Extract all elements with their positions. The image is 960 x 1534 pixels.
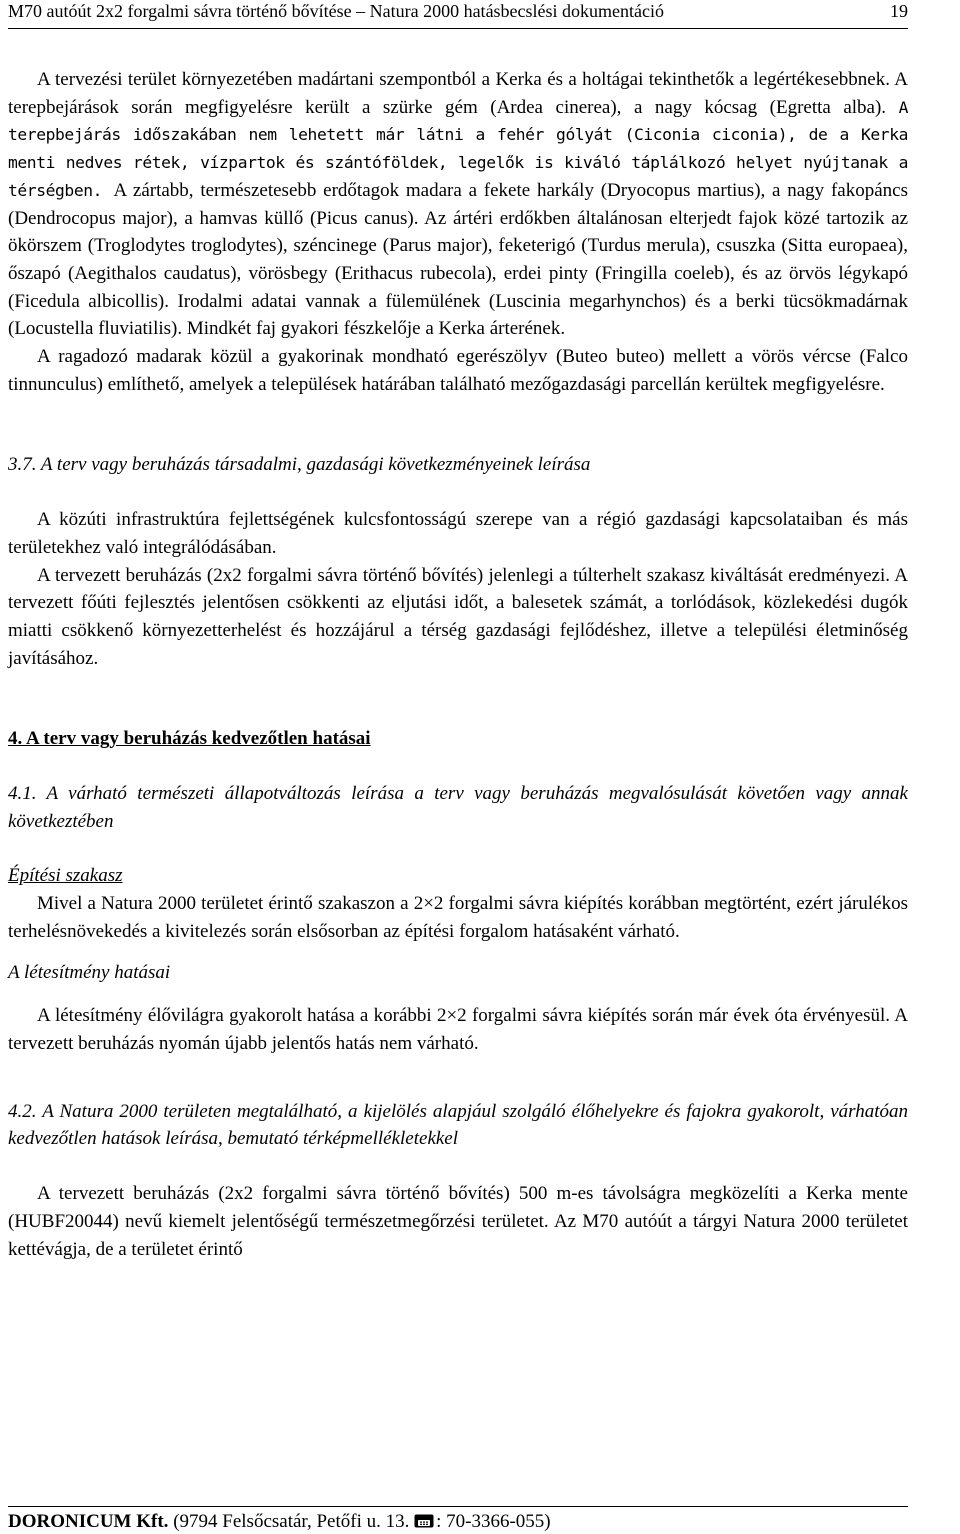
document-page	[8, 0, 908, 1534]
paragraph-construction: Mivel a Natura 2000 területet érintő szakaszon a 2×2 forgalmi sávra kiépítés korábban megtörtént, ezért járulékos terhelésnövekedés a kivitelezés során elsősorban az építési forgalom hatásaként várható.	[8, 893, 908, 942]
page-footer	[8, 1506, 908, 1533]
page-body	[8, 66, 908, 1263]
telephone-icon	[414, 1514, 434, 1528]
paragraph-facility: A létesítmény élővilágra gyakorolt hatása a korábbi 2×2 forgalmi sávra kiépítés során már évek óta érvényesül. A tervezett beruházás nyomán újabb jelentős hatás nem várható.	[8, 1005, 908, 1054]
paragraph-birds-part3: A zártabb, természetesebb erdőtagok madara a fekete harkály (Dryocopus martius), a nagy fakopáncs (Dendrocopus major), a hamvas küllő (Picus canus).	[8, 179, 908, 229]
document-title: M70 autóút 2x2 forgalmi sávra történő bővítése – Natura 2000 hatásbecslési dokumentáció	[8, 1, 665, 21]
footer-address: (9794 Felsőcsatár, Petőfi u. 13.	[168, 1511, 415, 1532]
section-heading-3-7: 3.7. A terv vagy beruházás társadalmi, gazdasági következményeinek leírása	[8, 454, 591, 476]
paragraph-birds-part1: A tervezési terület környezetében madártani szempontból a Kerka és a holtágai tekinthetők a legértékesebbnek. A terepbejárások során megfigyelésre került a szürke gém (Ardea cinerea), a nagy kócsag (Egretta alba).	[8, 69, 908, 118]
footer-phone: : 70-3366-055)	[436, 1511, 551, 1532]
subheading-construction-phase: Építési szakasz	[8, 865, 123, 887]
paragraph-birds	[8, 66, 908, 343]
paragraph-raptors: A ragadozó madarak közül a gyakorinak mondható egerészölyv (Buteo buteo) mellett a vörös vércse (Falco tinnunculus) említhető, amelyek a települések határában található mezőgazdasági parcellán kerültek megfigyelésre.	[8, 346, 908, 395]
subheading-facility-impacts: A létesítmény hatásai	[8, 961, 171, 983]
paragraph-natura-distance: A tervezett beruházás (2x2 forgalmi sávra történő bővítés) 500 m-es távolságra megközelíti a Kerka mente (HUBF20044) nevű kiemelt jelentőségű természetmegőrzési területet. Az M70 autóút a tárgyi Natura 2000 területet kettévágja, de a területet érintő	[8, 1183, 908, 1260]
footer-company: DORONICUM Kft.	[8, 1511, 169, 1532]
paragraph-investment: A tervezett beruházás (2x2 forgalmi sávra történő bővítés) jelenlegi a túlterhelt szakasz kiváltását eredményezi. A tervezett főúti fejlesztés jelentősen csökkenti az eljutási időt, a balesetek számát, a torlódások, közlekedési dugók miatti csökkenő környezetterhelést és hozzájárul a térség gazdasági fejlődéshez, illetve a települési életminőség javításához.	[8, 564, 908, 669]
page-header	[8, 0, 908, 29]
page-number: 19	[890, 1, 908, 21]
section-heading-4-1: 4.1. A várható természeti állapotváltozás leírása a terv vagy beruházás megvalósulását követően vagy annak következtében	[8, 783, 908, 832]
paragraph-birds-part2: A terepbejárás időszakában nem lehetett már látni a fehér gólyát (Ciconia ciconia), de a Kerka menti nedves rétek, vízpartok és szántóföldek, legelők is kiváló táplálkozó helyet nyújtanak a térségben.	[8, 97, 908, 200]
paragraph-birds-part4: Az ártéri erdőkben általánosan elterjedt fajok közé tartozik az ökörszem (Troglodytes troglodytes), széncinege (Parus major), feketerigó (Turdus merula), csuszka (Sitta europaea), őszapó (Aegithalos caudatus), vörösbegy (Erithacus rubecola), erdei pinty (Fringilla coeleb), és az örvös légykapó (Ficedula albicollis). Irodalmi adatai vannak a fülemülének (Luscinia megarhynchos) és a berki tücsökmadárnak (Locustella fluviatilis). Mindkét faj gyakori fészkelője a Kerka árterének.	[8, 207, 908, 340]
chapter-heading-4: 4. A terv vagy beruházás kedvezőtlen hatásai	[8, 728, 371, 750]
paragraph-infrastructure: A közúti infrastruktúra fejlettségének kulcsfontosságú szerepe van a régió gazdasági kapcsolataiban és más területekhez való integrálódásában.	[8, 509, 908, 558]
section-heading-4-2: 4.2. A Natura 2000 területen megtalálható, a kijelölés alapjául szolgáló élőhelyekre és fajokra gyakorolt, várhatóan kedvezőtlen hatások leírása, bemutató térképmellékletekkel	[8, 1100, 908, 1150]
